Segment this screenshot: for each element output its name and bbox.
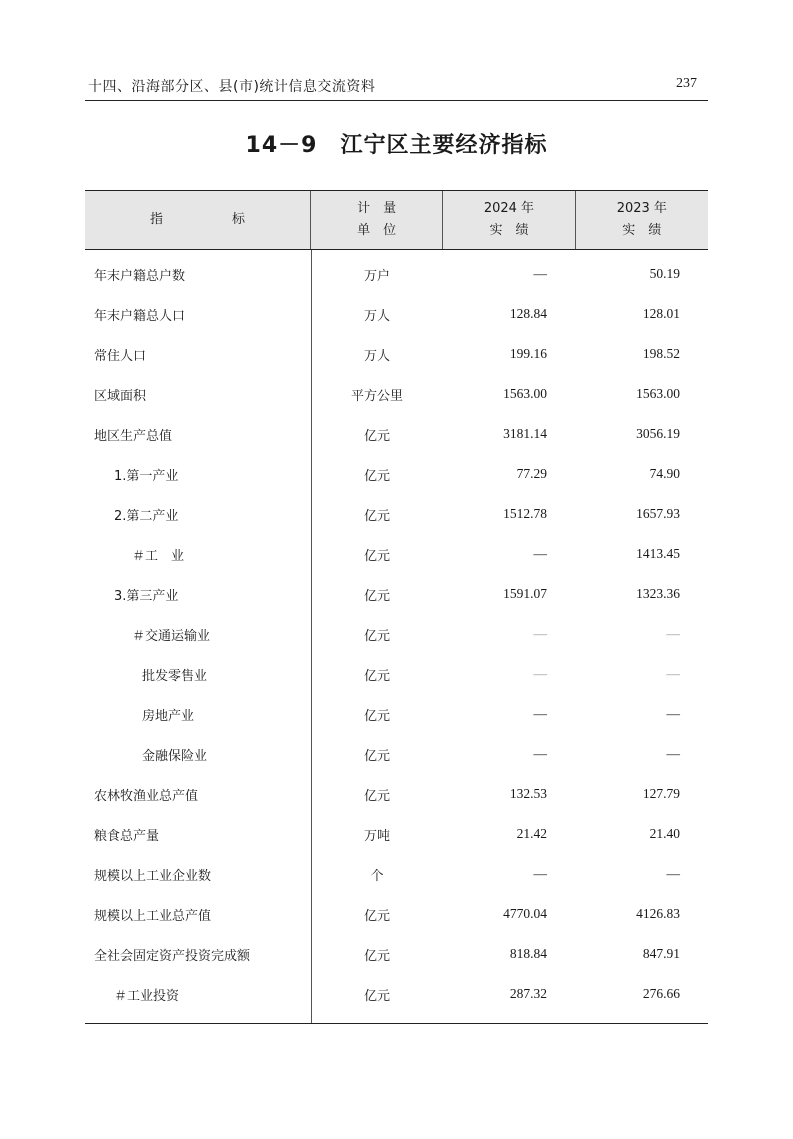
value-2023: 50.19 — [649, 266, 680, 281]
indicator-name — [85, 825, 311, 844]
table-row — [85, 334, 708, 374]
indicator-label: 粮食总产量 — [94, 828, 160, 844]
header-2024 — [442, 191, 574, 249]
value-2024: — — [533, 626, 547, 641]
value-2023: 276.66 — [642, 986, 680, 1001]
value-2024: — — [533, 666, 547, 681]
table-rows — [85, 250, 708, 1023]
header-unit — [310, 191, 442, 249]
indicator-name — [85, 865, 311, 884]
indicator-table — [85, 190, 708, 1024]
value-2024: 128.84 — [509, 306, 547, 321]
indicator-name — [85, 625, 311, 644]
indicator-name — [85, 265, 311, 284]
value-2023: 3056.19 — [636, 426, 680, 441]
table-row — [85, 974, 708, 1014]
header-2023 — [575, 191, 708, 249]
value-2024: 4770.04 — [503, 906, 547, 921]
indicator-name — [85, 465, 311, 484]
header-2023-line2: 实 绩 — [622, 223, 662, 238]
value-2023: 1323.36 — [636, 586, 680, 601]
header-unit-line1: 计 量 — [357, 201, 397, 216]
table-row — [85, 454, 708, 494]
unit-cell: 万户 — [363, 268, 390, 284]
header-rule — [85, 100, 708, 101]
value-2024: 287.32 — [509, 986, 547, 1001]
table-body — [85, 250, 708, 1024]
value-2023: 21.40 — [649, 826, 680, 841]
header-2023-line1: 2023 年 — [616, 201, 667, 216]
indicator-name — [85, 945, 311, 964]
table-row — [85, 374, 708, 414]
table-row — [85, 574, 708, 614]
value-2023: 198.52 — [642, 346, 680, 361]
value-2023: 1563.00 — [636, 386, 680, 401]
table-row — [85, 654, 708, 694]
table-row — [85, 814, 708, 854]
unit-cell: 亿元 — [363, 788, 390, 804]
indicator-name — [85, 905, 311, 924]
value-2023: — — [666, 866, 680, 881]
header-2024-line2: 实 绩 — [489, 223, 529, 238]
indicator-name — [85, 705, 311, 724]
value-2023: 128.01 — [642, 306, 680, 321]
unit-cell: 亿元 — [363, 588, 390, 604]
indicator-label: 地区生产总值 — [94, 428, 173, 444]
indicator-name — [85, 345, 311, 364]
value-2023: — — [666, 666, 680, 681]
value-2023: 847.91 — [642, 946, 680, 961]
value-2024: — — [533, 746, 547, 761]
table-row — [85, 854, 708, 894]
value-2024: 1563.00 — [503, 386, 547, 401]
unit-cell: 亿元 — [363, 948, 390, 964]
table-row — [85, 294, 708, 334]
value-2024: 21.42 — [516, 826, 547, 841]
indicator-name — [85, 385, 311, 404]
indicator-label: 常住人口 — [94, 348, 147, 364]
value-2023: — — [666, 706, 680, 721]
indicator-label: 3.第三产业 — [114, 588, 179, 604]
header-2024-line1: 2024 年 — [483, 201, 535, 216]
indicator-name — [85, 545, 311, 564]
column-divider — [311, 250, 312, 1023]
table-row — [85, 934, 708, 974]
unit-cell: 个 — [370, 868, 384, 884]
unit-cell: 万人 — [363, 308, 390, 324]
value-2023: — — [666, 746, 680, 761]
indicator-name — [85, 585, 311, 604]
value-2024: — — [533, 266, 547, 281]
indicator-label: 全社会固定资产投资完成额 — [94, 948, 251, 964]
indicator-label: 房地产业 — [142, 708, 195, 724]
indicator-label: 区域面积 — [94, 388, 147, 404]
table-row — [85, 734, 708, 774]
indicator-label: 农林牧渔业总产值 — [94, 788, 199, 804]
unit-cell: 平方公里 — [350, 388, 403, 404]
indicator-label: ＃工 业 — [132, 548, 185, 564]
value-2023: 1413.45 — [636, 546, 680, 561]
indicator-label: ＃交通运输业 — [132, 628, 211, 644]
unit-cell: 亿元 — [363, 628, 390, 644]
table-row — [85, 254, 708, 294]
header-indicator-label: 指 标 — [149, 212, 273, 227]
indicator-name — [85, 665, 311, 684]
value-2023: 127.79 — [642, 786, 680, 801]
value-2024: 132.53 — [509, 786, 547, 801]
indicator-label: 年末户籍总人口 — [94, 308, 186, 324]
table-row — [85, 614, 708, 654]
value-2024: 199.16 — [509, 346, 547, 361]
value-2024: 1512.78 — [503, 506, 547, 521]
unit-cell: 亿元 — [363, 468, 390, 484]
value-2024: — — [533, 546, 547, 561]
table-row — [85, 534, 708, 574]
unit-cell: 万人 — [363, 348, 390, 364]
value-2024: — — [533, 706, 547, 721]
unit-cell: 亿元 — [363, 708, 390, 724]
table-row — [85, 694, 708, 734]
table-row — [85, 774, 708, 814]
table-row — [85, 894, 708, 934]
unit-cell: 亿元 — [363, 428, 390, 444]
unit-cell: 亿元 — [363, 668, 390, 684]
value-2024: — — [533, 866, 547, 881]
unit-cell: 亿元 — [363, 548, 390, 564]
indicator-label: 批发零售业 — [142, 668, 208, 684]
indicator-label: ＃工业投资 — [114, 988, 180, 1004]
value-2024: 1591.07 — [503, 586, 547, 601]
indicator-name — [85, 305, 311, 324]
indicator-label: 金融保险业 — [142, 748, 208, 764]
indicator-label: 1.第一产业 — [114, 468, 179, 484]
value-2023: — — [666, 626, 680, 641]
header-unit-line2: 单 位 — [357, 223, 397, 238]
unit-cell: 亿元 — [363, 988, 390, 1004]
indicator-name — [85, 425, 311, 444]
value-2023: 1657.93 — [636, 506, 680, 521]
indicator-label: 规模以上工业企业数 — [94, 868, 212, 884]
indicator-name — [85, 785, 311, 804]
value-2024: 3181.14 — [503, 426, 547, 441]
unit-cell: 亿元 — [363, 908, 390, 924]
unit-cell: 亿元 — [363, 508, 390, 524]
unit-cell: 亿元 — [363, 748, 390, 764]
indicator-name — [85, 505, 311, 524]
value-2024: 818.84 — [509, 946, 547, 961]
indicator-label: 2.第二产业 — [114, 508, 179, 524]
unit-cell: 万吨 — [363, 828, 390, 844]
value-2024: 77.29 — [516, 466, 547, 481]
value-2023: 74.90 — [649, 466, 680, 481]
indicator-label: 年末户籍总户数 — [94, 268, 186, 284]
header-indicator — [85, 191, 310, 249]
table-title: 14－9 江宁区主要经济指标 — [245, 133, 548, 158]
table-row — [85, 414, 708, 454]
running-header-title: 十四、沿海部分区、县(市)统计信息交流资料 — [88, 79, 376, 95]
page-number: 237 — [676, 76, 697, 91]
indicator-label: 规模以上工业总产值 — [94, 908, 212, 924]
table-header — [85, 190, 708, 250]
value-2023: 4126.83 — [636, 906, 680, 921]
indicator-name — [85, 745, 311, 764]
table-row — [85, 494, 708, 534]
indicator-name — [85, 985, 311, 1004]
